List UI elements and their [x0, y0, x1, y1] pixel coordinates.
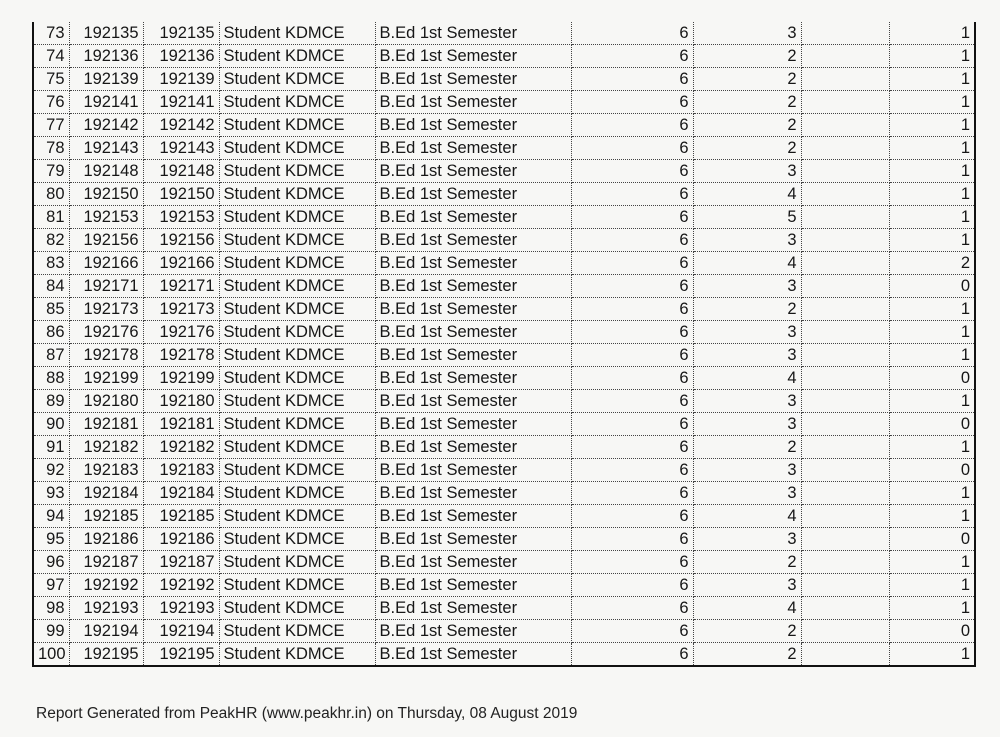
serial-number-cell: 83: [33, 252, 69, 275]
table-row: [33, 528, 975, 551]
serial-number-cell: 98: [33, 597, 69, 620]
value-b-cell: [801, 137, 889, 160]
course-cell: B.Ed 1st Semester: [375, 91, 571, 114]
serial-number-cell: 79: [33, 160, 69, 183]
total-cell: 6: [571, 160, 693, 183]
serial-number-cell: 93: [33, 482, 69, 505]
value-c-cell: 0: [889, 275, 975, 298]
value-a-cell: 4: [693, 367, 801, 390]
value-c-cell: 1: [889, 298, 975, 321]
serial-number-cell: 84: [33, 275, 69, 298]
course-cell: B.Ed 1st Semester: [375, 620, 571, 643]
student-id-cell: 192176: [143, 321, 219, 344]
table-row: [33, 114, 975, 137]
student-name-cell: Student KDMCE: [219, 482, 375, 505]
student-id-cell: 192141: [143, 91, 219, 114]
value-b-cell: [801, 91, 889, 114]
serial-number-cell: 81: [33, 206, 69, 229]
employee-code-cell: 192178: [69, 344, 143, 367]
table-row: [33, 137, 975, 160]
serial-number-cell: 74: [33, 45, 69, 68]
total-cell: 6: [571, 436, 693, 459]
value-a-cell: 2: [693, 114, 801, 137]
value-c-cell: 0: [889, 413, 975, 436]
course-cell: B.Ed 1st Semester: [375, 436, 571, 459]
value-c-cell: 1: [889, 206, 975, 229]
serial-number-cell: 97: [33, 574, 69, 597]
student-id-cell: 192181: [143, 413, 219, 436]
serial-number-cell: 90: [33, 413, 69, 436]
student-id-cell: 192135: [143, 22, 219, 45]
value-b-cell: [801, 367, 889, 390]
value-c-cell: 1: [889, 436, 975, 459]
employee-code-cell: 192171: [69, 275, 143, 298]
value-b-cell: [801, 298, 889, 321]
course-cell: B.Ed 1st Semester: [375, 413, 571, 436]
course-cell: B.Ed 1st Semester: [375, 229, 571, 252]
student-id-cell: 192186: [143, 528, 219, 551]
value-b-cell: [801, 413, 889, 436]
total-cell: 6: [571, 68, 693, 91]
value-a-cell: 3: [693, 22, 801, 45]
report-footer: Report Generated from PeakHR (www.peakhr.in) on Thursday, 08 August 2019: [36, 705, 578, 722]
value-b-cell: [801, 68, 889, 91]
course-cell: B.Ed 1st Semester: [375, 68, 571, 91]
value-a-cell: 2: [693, 298, 801, 321]
student-name-cell: Student KDMCE: [219, 528, 375, 551]
value-a-cell: 2: [693, 551, 801, 574]
value-b-cell: [801, 643, 889, 667]
total-cell: 6: [571, 321, 693, 344]
course-cell: B.Ed 1st Semester: [375, 390, 571, 413]
course-cell: B.Ed 1st Semester: [375, 137, 571, 160]
course-cell: B.Ed 1st Semester: [375, 206, 571, 229]
total-cell: 6: [571, 91, 693, 114]
course-cell: B.Ed 1st Semester: [375, 528, 571, 551]
value-b-cell: [801, 229, 889, 252]
course-cell: B.Ed 1st Semester: [375, 298, 571, 321]
table-row: [33, 206, 975, 229]
course-cell: B.Ed 1st Semester: [375, 160, 571, 183]
course-cell: B.Ed 1st Semester: [375, 183, 571, 206]
value-b-cell: [801, 45, 889, 68]
student-id-cell: 192143: [143, 137, 219, 160]
table-row: [33, 183, 975, 206]
serial-number-cell: 95: [33, 528, 69, 551]
value-a-cell: 3: [693, 413, 801, 436]
total-cell: 6: [571, 298, 693, 321]
employee-code-cell: 192182: [69, 436, 143, 459]
value-b-cell: [801, 160, 889, 183]
employee-code-cell: 192156: [69, 229, 143, 252]
student-id-cell: 192139: [143, 68, 219, 91]
course-cell: B.Ed 1st Semester: [375, 574, 571, 597]
employee-code-cell: 192136: [69, 45, 143, 68]
value-c-cell: 1: [889, 344, 975, 367]
value-a-cell: 5: [693, 206, 801, 229]
total-cell: 6: [571, 390, 693, 413]
course-cell: B.Ed 1st Semester: [375, 45, 571, 68]
student-name-cell: Student KDMCE: [219, 298, 375, 321]
value-c-cell: 0: [889, 459, 975, 482]
course-cell: B.Ed 1st Semester: [375, 643, 571, 667]
table-row: [33, 344, 975, 367]
student-name-cell: Student KDMCE: [219, 206, 375, 229]
total-cell: 6: [571, 482, 693, 505]
employee-code-cell: 192192: [69, 574, 143, 597]
total-cell: 6: [571, 505, 693, 528]
value-c-cell: 1: [889, 505, 975, 528]
serial-number-cell: 78: [33, 137, 69, 160]
serial-number-cell: 87: [33, 344, 69, 367]
serial-number-cell: 73: [33, 22, 69, 45]
employee-code-cell: 192139: [69, 68, 143, 91]
value-b-cell: [801, 275, 889, 298]
serial-number-cell: 96: [33, 551, 69, 574]
student-id-cell: 192171: [143, 275, 219, 298]
value-c-cell: 1: [889, 390, 975, 413]
employee-code-cell: 192143: [69, 137, 143, 160]
value-b-cell: [801, 206, 889, 229]
serial-number-cell: 91: [33, 436, 69, 459]
course-cell: B.Ed 1st Semester: [375, 367, 571, 390]
table-row: [33, 643, 975, 667]
total-cell: 6: [571, 597, 693, 620]
serial-number-cell: 89: [33, 390, 69, 413]
serial-number-cell: 99: [33, 620, 69, 643]
student-id-cell: 192184: [143, 482, 219, 505]
student-id-cell: 192178: [143, 344, 219, 367]
total-cell: 6: [571, 45, 693, 68]
value-c-cell: 1: [889, 482, 975, 505]
total-cell: 6: [571, 620, 693, 643]
total-cell: 6: [571, 229, 693, 252]
total-cell: 6: [571, 574, 693, 597]
student-name-cell: Student KDMCE: [219, 275, 375, 298]
value-b-cell: [801, 183, 889, 206]
total-cell: 6: [571, 252, 693, 275]
student-id-cell: 192194: [143, 620, 219, 643]
student-name-cell: Student KDMCE: [219, 183, 375, 206]
serial-number-cell: 86: [33, 321, 69, 344]
employee-code-cell: 192193: [69, 597, 143, 620]
value-b-cell: [801, 620, 889, 643]
serial-number-cell: 80: [33, 183, 69, 206]
table-row: [33, 459, 975, 482]
table-row: [33, 551, 975, 574]
total-cell: 6: [571, 643, 693, 667]
student-id-cell: 192182: [143, 436, 219, 459]
table-row: [33, 482, 975, 505]
total-cell: 6: [571, 137, 693, 160]
value-b-cell: [801, 436, 889, 459]
employee-code-cell: 192166: [69, 252, 143, 275]
value-b-cell: [801, 574, 889, 597]
value-b-cell: [801, 482, 889, 505]
student-name-cell: Student KDMCE: [219, 321, 375, 344]
total-cell: 6: [571, 528, 693, 551]
total-cell: 6: [571, 459, 693, 482]
value-a-cell: 3: [693, 459, 801, 482]
table-body: [33, 22, 975, 666]
total-cell: 6: [571, 275, 693, 298]
value-a-cell: 3: [693, 321, 801, 344]
serial-number-cell: 82: [33, 229, 69, 252]
student-id-cell: 192193: [143, 597, 219, 620]
employee-code-cell: 192185: [69, 505, 143, 528]
value-a-cell: 3: [693, 275, 801, 298]
total-cell: 6: [571, 367, 693, 390]
student-name-cell: Student KDMCE: [219, 551, 375, 574]
value-c-cell: 1: [889, 160, 975, 183]
employee-code-cell: 192135: [69, 22, 143, 45]
student-id-cell: 192166: [143, 252, 219, 275]
employee-code-cell: 192195: [69, 643, 143, 667]
value-b-cell: [801, 505, 889, 528]
value-a-cell: 4: [693, 252, 801, 275]
value-c-cell: 2: [889, 252, 975, 275]
value-b-cell: [801, 252, 889, 275]
student-name-cell: Student KDMCE: [219, 68, 375, 91]
employee-code-cell: 192176: [69, 321, 143, 344]
employee-code-cell: 192184: [69, 482, 143, 505]
student-id-cell: 192199: [143, 367, 219, 390]
table-row: [33, 229, 975, 252]
student-id-cell: 192148: [143, 160, 219, 183]
table-row: [33, 620, 975, 643]
employee-code-cell: 192187: [69, 551, 143, 574]
student-name-cell: Student KDMCE: [219, 390, 375, 413]
value-a-cell: 2: [693, 68, 801, 91]
student-id-cell: 192192: [143, 574, 219, 597]
table-row: [33, 275, 975, 298]
value-a-cell: 2: [693, 91, 801, 114]
serial-number-cell: 92: [33, 459, 69, 482]
student-name-cell: Student KDMCE: [219, 45, 375, 68]
student-name-cell: Student KDMCE: [219, 620, 375, 643]
value-a-cell: 2: [693, 137, 801, 160]
serial-number-cell: 88: [33, 367, 69, 390]
table-row: [33, 160, 975, 183]
value-a-cell: 4: [693, 505, 801, 528]
total-cell: 6: [571, 183, 693, 206]
value-c-cell: 1: [889, 321, 975, 344]
student-name-cell: Student KDMCE: [219, 160, 375, 183]
employee-code-cell: 192150: [69, 183, 143, 206]
value-a-cell: 4: [693, 183, 801, 206]
total-cell: 6: [571, 551, 693, 574]
value-b-cell: [801, 114, 889, 137]
table-row: [33, 68, 975, 91]
employee-code-cell: 192141: [69, 91, 143, 114]
student-id-cell: 192183: [143, 459, 219, 482]
student-name-cell: Student KDMCE: [219, 574, 375, 597]
value-c-cell: 1: [889, 68, 975, 91]
student-id-cell: 192185: [143, 505, 219, 528]
student-name-cell: Student KDMCE: [219, 597, 375, 620]
value-a-cell: 2: [693, 45, 801, 68]
value-a-cell: 3: [693, 229, 801, 252]
total-cell: 6: [571, 114, 693, 137]
value-b-cell: [801, 344, 889, 367]
course-cell: B.Ed 1st Semester: [375, 344, 571, 367]
total-cell: 6: [571, 344, 693, 367]
course-cell: B.Ed 1st Semester: [375, 22, 571, 45]
value-a-cell: 3: [693, 574, 801, 597]
course-cell: B.Ed 1st Semester: [375, 482, 571, 505]
student-name-cell: Student KDMCE: [219, 22, 375, 45]
employee-code-cell: 192194: [69, 620, 143, 643]
student-name-cell: Student KDMCE: [219, 137, 375, 160]
value-a-cell: 3: [693, 528, 801, 551]
employee-code-cell: 192181: [69, 413, 143, 436]
table-row: [33, 390, 975, 413]
total-cell: 6: [571, 413, 693, 436]
student-id-cell: 192150: [143, 183, 219, 206]
student-name-cell: Student KDMCE: [219, 344, 375, 367]
student-name-cell: Student KDMCE: [219, 114, 375, 137]
value-c-cell: 1: [889, 229, 975, 252]
table-row: [33, 597, 975, 620]
course-cell: B.Ed 1st Semester: [375, 252, 571, 275]
value-a-cell: 2: [693, 620, 801, 643]
student-name-cell: Student KDMCE: [219, 643, 375, 667]
value-a-cell: 3: [693, 390, 801, 413]
course-cell: B.Ed 1st Semester: [375, 321, 571, 344]
employee-code-cell: 192199: [69, 367, 143, 390]
value-b-cell: [801, 528, 889, 551]
value-a-cell: 4: [693, 597, 801, 620]
student-name-cell: Student KDMCE: [219, 459, 375, 482]
employee-code-cell: 192186: [69, 528, 143, 551]
value-c-cell: 0: [889, 528, 975, 551]
value-a-cell: 3: [693, 344, 801, 367]
employee-code-cell: 192148: [69, 160, 143, 183]
value-c-cell: 0: [889, 620, 975, 643]
course-cell: B.Ed 1st Semester: [375, 114, 571, 137]
value-b-cell: [801, 22, 889, 45]
total-cell: 6: [571, 206, 693, 229]
value-b-cell: [801, 321, 889, 344]
serial-number-cell: 77: [33, 114, 69, 137]
serial-number-cell: 76: [33, 91, 69, 114]
table-row: [33, 298, 975, 321]
employee-code-cell: 192153: [69, 206, 143, 229]
value-c-cell: 1: [889, 574, 975, 597]
student-report-table: [32, 22, 976, 667]
course-cell: B.Ed 1st Semester: [375, 505, 571, 528]
table-row: [33, 91, 975, 114]
value-c-cell: 1: [889, 45, 975, 68]
student-name-cell: Student KDMCE: [219, 91, 375, 114]
serial-number-cell: 85: [33, 298, 69, 321]
value-a-cell: 3: [693, 160, 801, 183]
student-id-cell: 192173: [143, 298, 219, 321]
value-c-cell: 1: [889, 114, 975, 137]
value-a-cell: 2: [693, 436, 801, 459]
table-row: [33, 22, 975, 45]
table-row: [33, 321, 975, 344]
student-name-cell: Student KDMCE: [219, 367, 375, 390]
student-name-cell: Student KDMCE: [219, 413, 375, 436]
employee-code-cell: 192142: [69, 114, 143, 137]
student-id-cell: 192136: [143, 45, 219, 68]
table-row: [33, 413, 975, 436]
serial-number-cell: 100: [33, 643, 69, 667]
total-cell: 6: [571, 22, 693, 45]
course-cell: B.Ed 1st Semester: [375, 275, 571, 298]
table-row: [33, 505, 975, 528]
serial-number-cell: 94: [33, 505, 69, 528]
value-b-cell: [801, 597, 889, 620]
course-cell: B.Ed 1st Semester: [375, 459, 571, 482]
student-id-cell: 192156: [143, 229, 219, 252]
value-b-cell: [801, 390, 889, 413]
employee-code-cell: 192173: [69, 298, 143, 321]
value-a-cell: 2: [693, 643, 801, 667]
student-name-cell: Student KDMCE: [219, 505, 375, 528]
student-name-cell: Student KDMCE: [219, 436, 375, 459]
student-id-cell: 192180: [143, 390, 219, 413]
table-row: [33, 252, 975, 275]
value-c-cell: 1: [889, 91, 975, 114]
value-a-cell: 3: [693, 482, 801, 505]
value-c-cell: 1: [889, 22, 975, 45]
serial-number-cell: 75: [33, 68, 69, 91]
course-cell: B.Ed 1st Semester: [375, 551, 571, 574]
student-id-cell: 192195: [143, 643, 219, 667]
value-b-cell: [801, 551, 889, 574]
employee-code-cell: 192180: [69, 390, 143, 413]
course-cell: B.Ed 1st Semester: [375, 597, 571, 620]
employee-code-cell: 192183: [69, 459, 143, 482]
value-c-cell: 1: [889, 551, 975, 574]
table-row: [33, 367, 975, 390]
value-c-cell: 0: [889, 367, 975, 390]
student-name-cell: Student KDMCE: [219, 229, 375, 252]
value-c-cell: 1: [889, 137, 975, 160]
student-id-cell: 192187: [143, 551, 219, 574]
value-c-cell: 1: [889, 597, 975, 620]
value-c-cell: 1: [889, 183, 975, 206]
value-b-cell: [801, 459, 889, 482]
student-id-cell: 192142: [143, 114, 219, 137]
value-c-cell: 1: [889, 643, 975, 667]
student-name-cell: Student KDMCE: [219, 252, 375, 275]
table-row: [33, 436, 975, 459]
student-id-cell: 192153: [143, 206, 219, 229]
table-row: [33, 45, 975, 68]
table-row: [33, 574, 975, 597]
